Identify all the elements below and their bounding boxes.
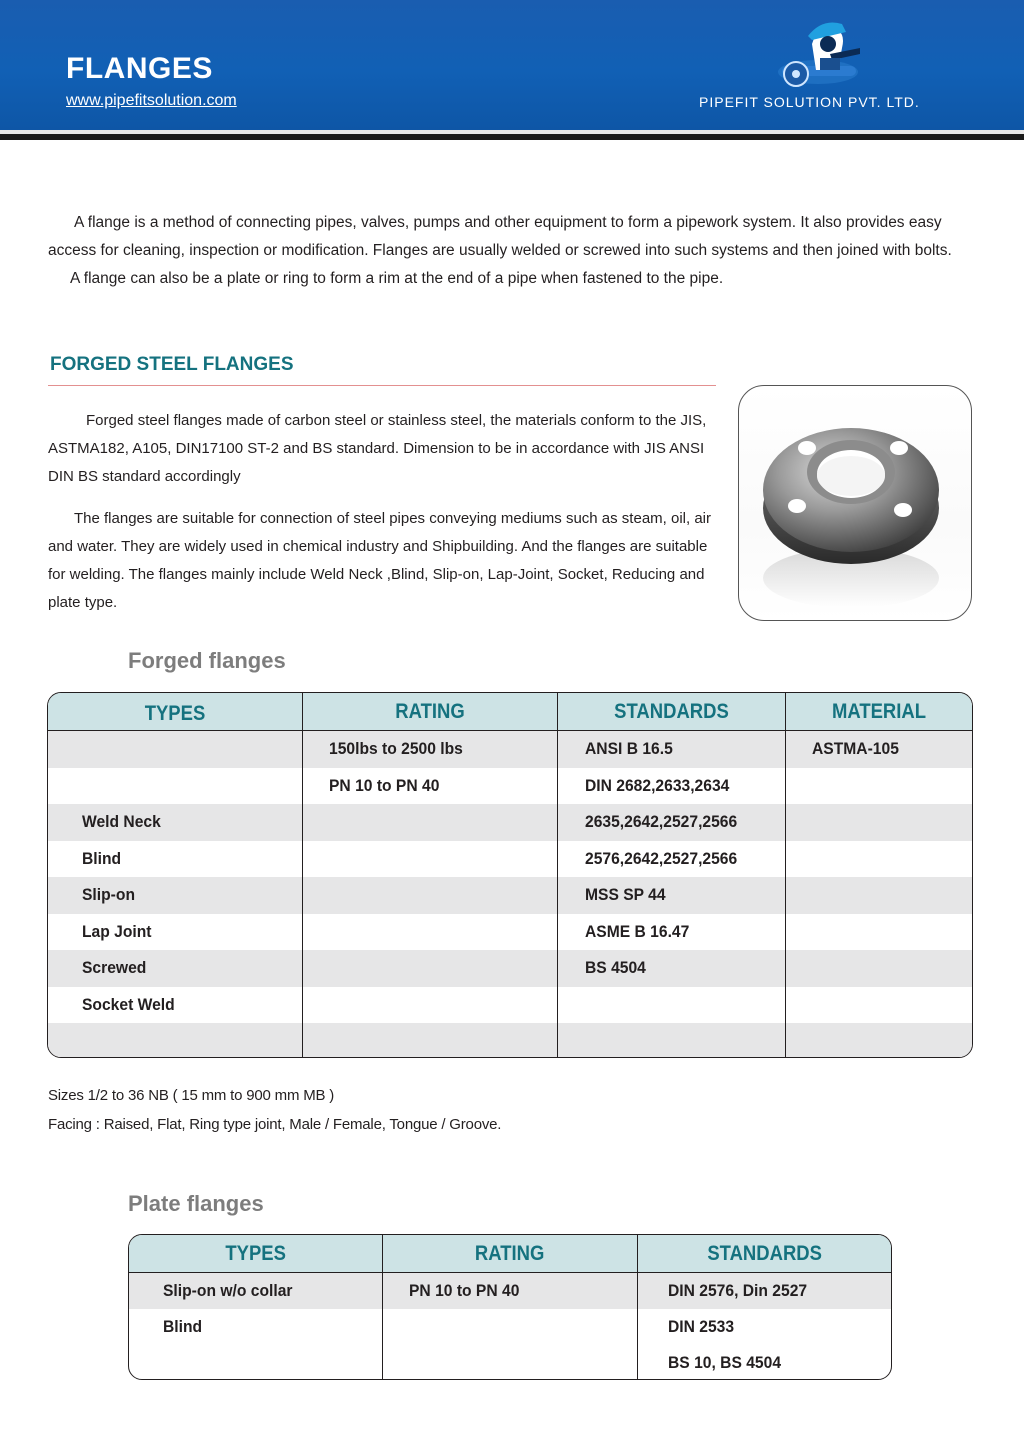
intro-text — [48, 209, 968, 293]
cell-text: Slip-on w/o collar — [163, 1281, 293, 1300]
cell-text: ANSI B 16.5 — [585, 739, 673, 759]
table-cell — [638, 1345, 891, 1380]
table-row — [129, 1273, 891, 1309]
section-title-forged-steel: FORGED STEEL FLANGES — [50, 354, 294, 375]
table-row — [48, 1023, 972, 1058]
col-header-standards: STANDARDS — [706, 1241, 822, 1265]
cell-text: MSS SP 44 — [585, 885, 666, 905]
company-logo-icon — [772, 14, 864, 94]
table-cell — [786, 768, 972, 805]
header-divider-dark — [0, 134, 1024, 140]
table-cell — [786, 1023, 972, 1058]
table-row — [48, 768, 972, 805]
sizes-note: Sizes 1/2 to 36 NB ( 15 mm to 900 mm MB ) — [48, 1087, 335, 1104]
cell-text: ASME B 16.47 — [585, 921, 690, 941]
table-row — [48, 841, 972, 878]
flange-photo — [738, 385, 972, 621]
cell-text: Blind — [163, 1317, 203, 1336]
table-row — [48, 804, 972, 841]
table-body — [48, 731, 972, 1058]
table-cell — [129, 1273, 383, 1309]
forged-flanges-table — [47, 692, 973, 1058]
section-divider — [48, 385, 716, 386]
table-cell — [558, 914, 786, 951]
table-cell — [383, 1273, 637, 1309]
forged-steel-text — [48, 407, 728, 617]
table-cell — [383, 1345, 637, 1380]
table-cell — [558, 841, 786, 878]
cell-text: Blind — [82, 848, 122, 868]
cell-text: Socket Weld — [82, 994, 175, 1014]
table-cell — [303, 987, 558, 1024]
table-cell — [786, 804, 972, 841]
table-cell — [558, 950, 786, 987]
cell-text: PN 10 to PN 40 — [329, 775, 440, 795]
cell-text: Lap Joint — [82, 921, 152, 941]
table-cell — [48, 914, 303, 951]
cell-text: 150lbs to 2500 lbs — [329, 739, 463, 759]
forged-flanges-title: Forged flanges — [128, 648, 286, 673]
table-cell — [558, 731, 786, 768]
table-cell — [303, 804, 558, 841]
table-cell — [558, 1023, 786, 1058]
table-header — [129, 1235, 891, 1273]
table-cell — [303, 731, 558, 768]
table-cell — [48, 950, 303, 987]
table-cell — [303, 877, 558, 914]
cell-text: BS 4504 — [585, 958, 646, 978]
table-cell — [786, 731, 972, 768]
cell-text: DIN 2682,2633,2634 — [585, 775, 730, 795]
col-header-standards: STANDARDS — [614, 699, 729, 723]
table-row — [48, 731, 972, 768]
table-cell — [558, 768, 786, 805]
table-cell — [48, 731, 303, 768]
table-cell — [786, 877, 972, 914]
col-header-rating: RATING — [395, 699, 465, 723]
cell-text: Screwed — [82, 958, 147, 978]
col-header-types: TYPES — [144, 701, 206, 725]
table-header — [48, 693, 972, 731]
page-header — [0, 0, 1024, 130]
forged-paragraph-1: Forged steel flanges made of carbon steel or stainless steel, the materials conform to the JIS, ASTMA182, A105, DIN17100 ST-2 and BS standard. Dimension to be in accordance with JIS ANSI DIN BS standard accordingly — [48, 412, 707, 485]
table-row — [129, 1309, 891, 1345]
table-cell — [558, 987, 786, 1024]
table-cell — [48, 1023, 303, 1058]
company-name: PIPEFIT SOLUTION PVT. LTD. — [699, 94, 920, 110]
table-cell — [303, 914, 558, 951]
website-link[interactable]: www.pipefitsolution.com — [66, 92, 237, 109]
table-cell — [383, 1309, 637, 1345]
plate-flanges-title: Plate flanges — [128, 1191, 264, 1216]
table-cell — [786, 950, 972, 987]
table-cell — [129, 1345, 383, 1380]
table-row — [48, 950, 972, 987]
table-cell — [558, 804, 786, 841]
cell-text: DIN 2533 — [667, 1317, 734, 1336]
page-title: FLANGES — [66, 52, 213, 85]
cell-text: Weld Neck — [82, 812, 161, 832]
table-cell — [558, 877, 786, 914]
table-cell — [638, 1273, 891, 1309]
table-cell — [786, 987, 972, 1024]
table-cell — [303, 950, 558, 987]
table-cell — [638, 1309, 891, 1345]
col-header-material: MATERIAL — [831, 699, 927, 723]
table-cell — [303, 768, 558, 805]
table-cell — [48, 841, 303, 878]
cell-text: PN 10 to PN 40 — [409, 1281, 520, 1300]
table-cell — [129, 1309, 383, 1345]
table-cell — [303, 841, 558, 878]
cell-text: DIN 2576, Din 2527 — [667, 1281, 807, 1300]
table-cell — [48, 877, 303, 914]
table-cell — [48, 987, 303, 1024]
cell-text: BS 10, BS 4504 — [667, 1353, 781, 1372]
forged-paragraph-2: The flanges are suitable for connection of steel pipes conveying mediums such as steam, oil, air and water. They are widely used in chemical industry and Shipbuilding. And the flanges are suitable for welding. The flanges mainly include Weld Neck ,Blind, Slip-on, Lap-Joint, Socket, Reducing and plate type. — [48, 510, 712, 611]
intro-paragraph-2: A flange can also be a plate or ring to form a rim at the end of a pipe when fastened to the pipe. — [70, 270, 724, 287]
table-cell — [786, 914, 972, 951]
intro-paragraph-1: A flange is a method of connecting pipes, valves, pumps and other equipment to form a pipework system. It also provides easy access for cleaning, inspection or modification. Flanges are usually welded or screwed into such systems and then joined with bolts. — [48, 214, 952, 259]
col-header-rating: RATING — [475, 1241, 545, 1265]
plate-flanges-table — [128, 1234, 892, 1380]
table-body — [129, 1273, 891, 1380]
col-header-types: TYPES — [225, 1241, 286, 1265]
table-row — [48, 987, 972, 1024]
table-cell — [48, 804, 303, 841]
cell-text: 2635,2642,2527,2566 — [585, 812, 738, 832]
table-row — [129, 1345, 891, 1380]
table-cell — [786, 841, 972, 878]
cell-text: 2576,2642,2527,2566 — [585, 848, 738, 868]
flange-icon — [739, 386, 970, 619]
facing-note: Facing : Raised, Flat, Ring type joint, Male / Female, Tongue / Groove. — [48, 1116, 502, 1133]
table-row — [48, 877, 972, 914]
cell-text: Slip-on — [82, 885, 136, 905]
table-cell — [48, 768, 303, 805]
table-cell — [303, 1023, 558, 1058]
cell-text: ASTMA-105 — [812, 739, 899, 759]
table-row — [48, 914, 972, 951]
